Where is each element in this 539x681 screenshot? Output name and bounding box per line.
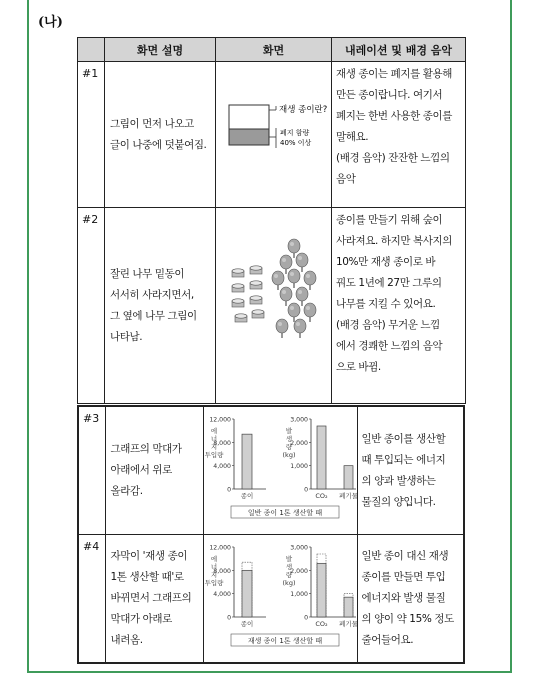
screen-description: 잘린 나무 밑동이 서서히 사라지면서, 그 옆에 나무 그림이 나타남.: [105, 208, 216, 404]
y-tick-label: 8,000: [212, 439, 231, 447]
row-number: #3: [78, 406, 105, 535]
tree-icon: [296, 253, 308, 272]
chart-caption: [231, 506, 339, 518]
stumps-and-trees-illustration: [216, 208, 332, 399]
screen-chart: [203, 406, 357, 535]
y-tick-label: 0: [226, 486, 231, 494]
screen-description: [105, 62, 216, 208]
tree-icon: [304, 303, 316, 322]
y-axis-label: 발 생 량 (kg): [282, 555, 295, 587]
chart-panel: [282, 545, 357, 629]
tree-icon: [296, 287, 308, 306]
y-tick-label: 0: [303, 614, 308, 622]
screen-illustration: [216, 62, 332, 208]
callout-bottom-2: 40% 이상: [280, 139, 312, 147]
y-axis-label: 발 생 량 (kg): [282, 427, 295, 459]
bar: [317, 426, 326, 489]
narration: 일반 종이 대신 재생 종이를 만들면 투입 에너지와 발생 물질 의 양이 약 15% 정도 줄어들어요.: [357, 535, 464, 664]
bar: [317, 563, 326, 617]
tree-icon: [276, 319, 288, 338]
y-tick-label: 12,000: [208, 416, 231, 424]
bar: [242, 570, 252, 617]
table-row: [78, 208, 466, 404]
table-row: [78, 535, 464, 664]
stump-icon: [232, 299, 244, 307]
callout-bottom-1: 폐지 함량: [280, 129, 310, 137]
desc-line: 그림이 먼저 나오고: [110, 117, 194, 130]
y-axis-label: 에 너 지 투입량: [204, 427, 223, 459]
narration: 일반 종이를 생산할 때 투입되는 에너지 의 양과 발생하는 물질의 양입니다.: [357, 406, 464, 535]
storyboard-table-bottom: [77, 405, 465, 664]
y-axis-label: 에 너 지 투입량: [204, 555, 223, 587]
screen-illustration: [216, 208, 332, 404]
y-tick-label: 2,000: [289, 439, 308, 447]
screen-description: 자막이 '재생 종이 1톤 생산할 때'로 바뀌면서 그래프의 막대가 아래로 내려옴.: [105, 535, 203, 664]
storyboard-table-top: [77, 37, 466, 404]
chart-recycled-paper: [204, 535, 358, 658]
y-tick-label: 4,000: [212, 591, 231, 599]
callout-top: 재생 종이란?: [279, 105, 328, 115]
y-tick-label: 0: [303, 486, 308, 494]
tree-icon: [280, 287, 292, 306]
y-tick-label: 3,000: [289, 544, 308, 552]
narration: 재생 종이는 폐지를 활용해 만든 종이랍니다. 여기서 폐지는 한번 사용한 종이를 말해요. (배경 음악) 잔잔한 느낌의 음악: [332, 62, 466, 208]
tree-icon: [288, 269, 300, 288]
bar: [344, 597, 353, 617]
x-tick-label: 종이: [240, 620, 253, 628]
header-screen: 화면: [216, 38, 332, 62]
screen-chart: [203, 535, 357, 664]
y-tick-label: 0: [226, 614, 231, 622]
tree-icon: [304, 271, 316, 290]
stump-icon: [250, 296, 262, 304]
desc-line: 글이 나중에 덧붙여짐.: [110, 138, 207, 151]
stump-icon: [250, 266, 262, 274]
y-tick-label: 1,000: [289, 463, 308, 471]
y-tick-label: 4,000: [212, 463, 231, 471]
chart-caption-text: 재생 종이 1톤 생산할 때: [247, 637, 322, 645]
y-tick-label: 8,000: [212, 567, 231, 575]
y-tick-label: 3,000: [289, 416, 308, 424]
x-tick-label: CO₂: [314, 620, 328, 628]
tree-icon: [272, 271, 284, 290]
table-row: [78, 406, 464, 535]
chart-general-paper: [204, 407, 358, 530]
chart-caption-text: 일반 종이 1톤 생산할 때: [247, 509, 322, 517]
screen-description: 그래프의 막대가 아래에서 위로 올라감.: [105, 406, 203, 535]
chart-panel: [204, 417, 265, 501]
narration: 종이를 만들기 위해 숲이 사라져요. 하지만 복사지의 10%만 재생 종이로 바 꿔도 1년에 27만 그루의 나무를 지킬 수 있어요. (배경 음악) 무거운 느낌 에서 경쾌한 느낌의 음악 으로 바뀜.: [332, 208, 466, 404]
row-number: #1: [78, 62, 105, 208]
x-tick-label: CO₂: [314, 492, 328, 500]
y-tick-label: 1,000: [289, 591, 308, 599]
header-description: 화면 설명: [105, 38, 216, 62]
x-tick-label: 폐기물: [338, 620, 358, 628]
chart-panel: [204, 545, 265, 629]
stump-icon: [252, 310, 264, 318]
header-narration: 내레이션 및 배경 음악: [332, 38, 466, 62]
stump-icon: [232, 269, 244, 277]
section-label: (나): [38, 15, 63, 30]
row-number: #2: [78, 208, 105, 404]
tree-icon: [294, 319, 306, 338]
stump-icon: [235, 314, 247, 322]
row-number: #4: [78, 535, 105, 664]
chart-panel: [282, 417, 357, 501]
x-tick-label: 종이: [240, 492, 253, 500]
stump-icon: [232, 284, 244, 292]
stump-icon: [250, 281, 262, 289]
y-tick-label: 12,000: [208, 544, 231, 552]
table-row: [78, 62, 466, 208]
header-blank: [78, 38, 105, 62]
x-tick-label: 폐기물: [338, 492, 358, 500]
bar: [344, 466, 353, 489]
chart-caption: [231, 634, 339, 646]
y-tick-label: 2,000: [289, 567, 308, 575]
bar: [242, 434, 252, 489]
recycled-paper-illustration: [216, 62, 332, 203]
